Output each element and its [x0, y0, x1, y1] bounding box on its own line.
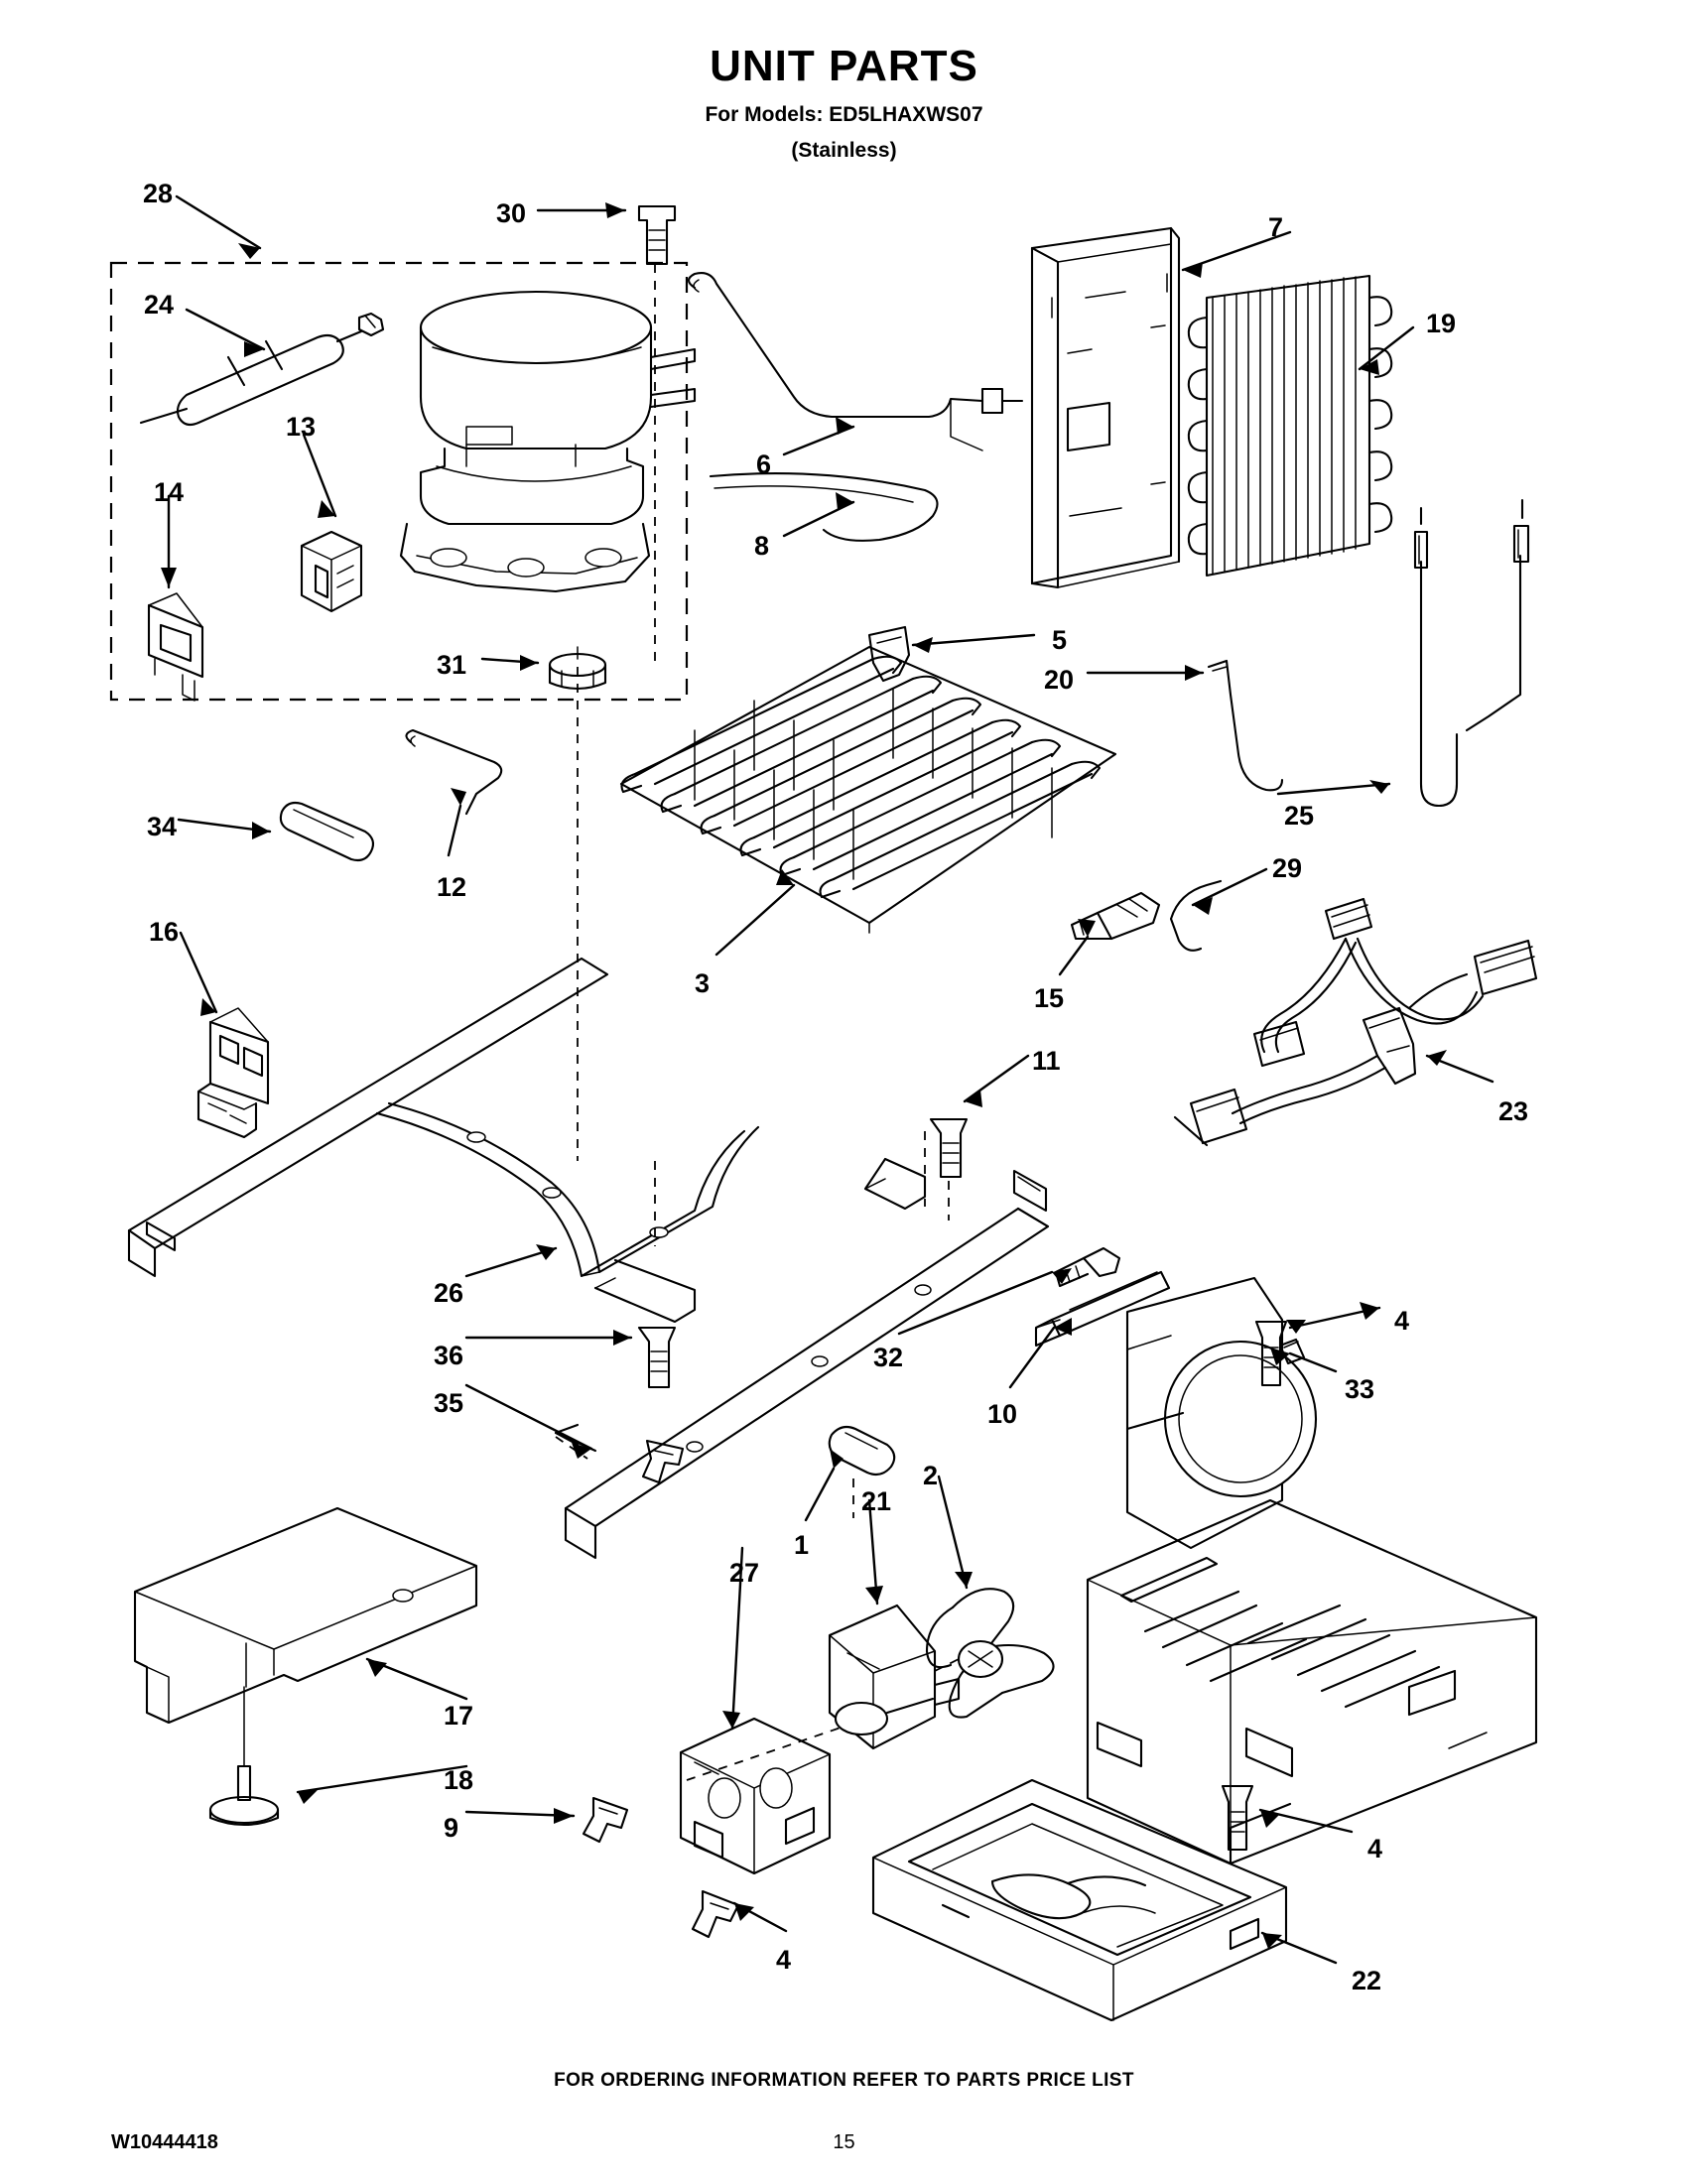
part-12-wire-form	[406, 730, 501, 814]
part-36-screw	[639, 1328, 675, 1387]
callout-number-19: 19	[1426, 309, 1457, 338]
footer-document-id: W10444418	[111, 2131, 218, 2153]
callout-number-6: 6	[756, 450, 772, 479]
callout-number-21: 21	[861, 1486, 892, 1516]
callout-number-16: 16	[149, 917, 180, 947]
part-19-condenser	[1189, 276, 1391, 576]
part-30-bolt	[639, 206, 675, 264]
callout-number-28: 28	[143, 179, 174, 208]
callout-number-4: 4	[1367, 1834, 1383, 1863]
part-10-wire-tie	[1036, 1272, 1169, 1346]
variant-subtitle: (Stainless)	[791, 139, 897, 162]
callout-number-26: 26	[434, 1278, 464, 1308]
callout-number-5: 5	[1052, 625, 1068, 655]
footer-ordering-note: FOR ORDERING INFORMATION REFER TO PARTS PRICE LIST	[554, 2070, 1134, 2091]
compressor-assembly	[401, 292, 695, 591]
part-6-tube	[689, 273, 1022, 450]
page-title: UNIT PARTS	[710, 42, 978, 90]
callout-number-18: 18	[444, 1765, 474, 1795]
part-29-clip	[1171, 881, 1221, 951]
part-11-screw	[931, 1119, 967, 1220]
callout-number-34: 34	[147, 812, 178, 841]
part-4-bolt-lower-center	[693, 1891, 738, 1937]
callout-number-3: 3	[695, 968, 711, 998]
callout-number-9: 9	[444, 1813, 459, 1843]
part-7-panel	[1032, 228, 1179, 587]
model-subtitle: For Models: ED5LHAXWS07	[705, 103, 983, 126]
callout-number-22: 22	[1352, 1966, 1382, 1995]
part-32-bolt	[1056, 1248, 1119, 1286]
callout-number-32: 32	[873, 1343, 904, 1372]
callout-number-23: 23	[1498, 1096, 1529, 1126]
callout-number-30: 30	[496, 198, 527, 228]
callout-number-29: 29	[1272, 853, 1303, 883]
callout-number-31: 31	[437, 650, 467, 680]
part-27-bracket	[681, 1719, 849, 1873]
part-8-drain-tube	[711, 473, 938, 541]
callout-number-7: 7	[1268, 212, 1284, 242]
part-2-fan-blade	[927, 1589, 1054, 1717]
callout-number-33: 33	[1345, 1374, 1375, 1404]
callout-number-14: 14	[154, 477, 185, 507]
part-5-clip	[869, 627, 909, 681]
callout-number-24: 24	[144, 290, 175, 320]
part-13-relay	[302, 532, 361, 611]
callout-number-15: 15	[1034, 983, 1065, 1013]
part-18-plug	[210, 1687, 278, 1825]
part-25-rods	[1415, 500, 1528, 806]
part-26-base-frame	[129, 959, 1048, 1558]
callout-number-8: 8	[754, 531, 770, 561]
part-22-drain-pan	[873, 1780, 1286, 2020]
part-3-evaporator	[621, 647, 1115, 933]
part-20-wire-clip	[1209, 661, 1282, 790]
part-14-overload	[149, 593, 202, 701]
callout-number-36: 36	[434, 1341, 464, 1370]
part-16-connector	[198, 1008, 268, 1137]
callout-number-27: 27	[729, 1558, 760, 1588]
callout-number-4: 4	[1394, 1306, 1410, 1336]
part-17-cover-plate	[135, 1508, 476, 1723]
callout-number-11: 11	[1032, 1046, 1061, 1076]
callout-number-17: 17	[444, 1701, 474, 1731]
callout-number-1: 1	[794, 1530, 810, 1560]
callout-number-35: 35	[434, 1388, 464, 1418]
machine-compartment-base	[1088, 1500, 1536, 1863]
callout-number-2: 2	[923, 1461, 939, 1490]
part-4-bolt-mid-right	[1223, 1786, 1252, 1850]
footer-page-number: 15	[833, 2131, 855, 2153]
part-15-stud	[1072, 893, 1159, 939]
callout-number-10: 10	[987, 1399, 1018, 1429]
callout-number-13: 13	[286, 412, 317, 442]
part-24-probe	[141, 314, 383, 425]
callout-number-12: 12	[437, 872, 467, 902]
part-21-fan-motor	[830, 1606, 959, 1748]
callout-number-25: 25	[1284, 801, 1315, 831]
part-34-bushing	[281, 803, 373, 860]
part-23-wire-harness	[1175, 899, 1536, 1145]
part-9-screw	[584, 1798, 627, 1842]
callout-number-4: 4	[776, 1945, 792, 1975]
callout-number-20: 20	[1044, 665, 1075, 695]
